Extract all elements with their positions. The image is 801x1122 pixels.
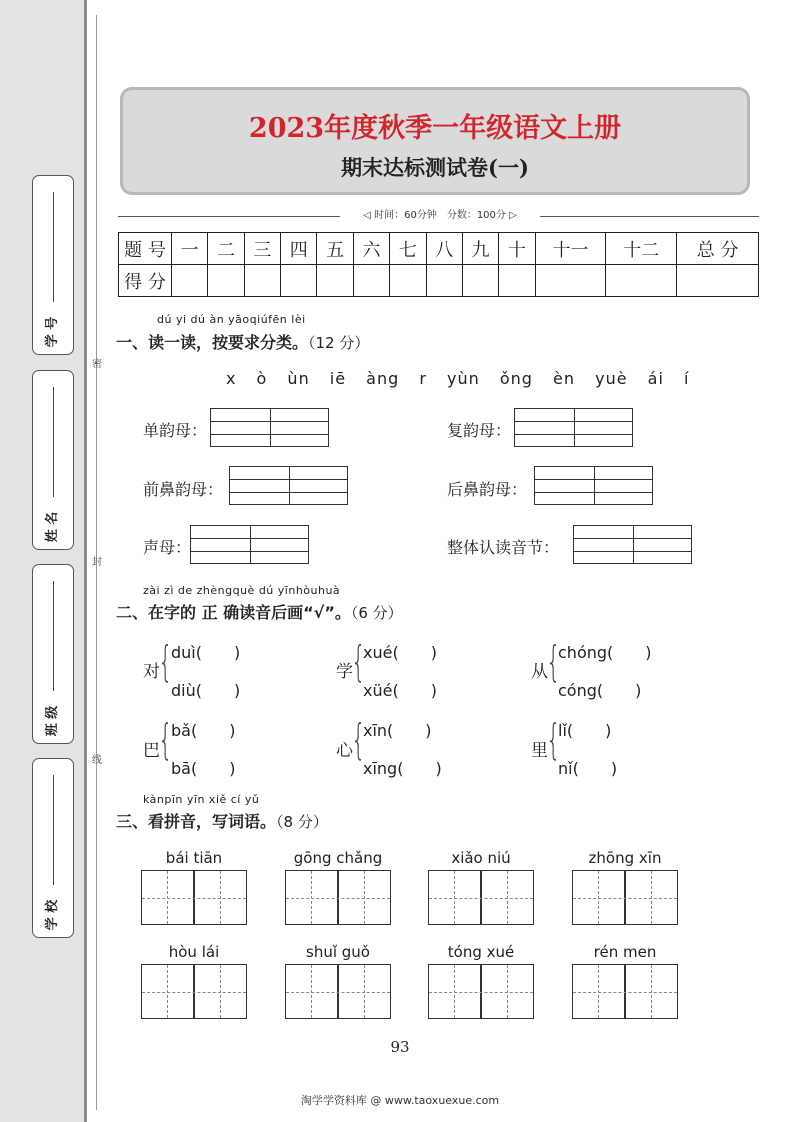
binding-edge <box>84 0 87 1122</box>
word-pinyin: hòu lái <box>168 943 220 961</box>
binding-margin <box>0 0 86 1122</box>
brace-icon: { <box>546 637 561 686</box>
word-pinyin: gōng chǎng <box>293 849 383 867</box>
section3-pinyin: kànpīn yīn xiě cí yǔ <box>143 793 260 806</box>
option[interactable]: cóng( ) <box>558 681 642 700</box>
answer-grid[interactable] <box>210 408 329 447</box>
score-cell[interactable] <box>317 265 353 297</box>
page-number: 93 <box>390 1038 410 1056</box>
section1-pinyin: dú yi dú àn yāoqiúfēn lèi <box>157 313 306 326</box>
category-label: 单韵母： <box>143 421 208 440</box>
table-header-cell: 十一 <box>535 233 606 265</box>
school-label: 学 校 <box>45 899 60 931</box>
word-pinyin: xiǎo niú <box>451 849 511 867</box>
writing-grid[interactable] <box>141 964 247 1019</box>
word-pinyin: rén men <box>593 943 657 961</box>
footer-watermark: 淘学学资料库 @ www.taoxuexue.com <box>300 1094 500 1107</box>
category-label: 前鼻韵母： <box>143 480 224 499</box>
class-label: 班 级 <box>45 705 60 737</box>
class-field[interactable] <box>32 564 74 744</box>
table-header-cell: 六 <box>353 233 389 265</box>
score-cell[interactable] <box>244 265 280 297</box>
option[interactable]: duì( ) <box>171 643 241 662</box>
option[interactable]: nǐ( ) <box>558 759 618 778</box>
table-header-cell: 一 <box>172 233 208 265</box>
seal-mark-xian: 线 <box>92 755 102 766</box>
table-header-cell: 七 <box>390 233 426 265</box>
table-header-cell: 三 <box>244 233 280 265</box>
score-cell[interactable] <box>172 265 208 297</box>
option[interactable]: xué( ) <box>363 643 437 662</box>
section2-pinyin: zài zì de zhèngquè dú yīnhòuhuà <box>143 584 341 597</box>
option[interactable]: xīn( ) <box>363 721 432 740</box>
word-pinyin: shuǐ guǒ <box>306 943 370 961</box>
question-char: 巴 <box>143 741 160 761</box>
option[interactable]: xīng( ) <box>363 759 442 778</box>
table-header-cell: 九 <box>462 233 498 265</box>
category-label: 声母： <box>143 538 192 557</box>
score-cell[interactable] <box>390 265 426 297</box>
brace-icon: { <box>351 715 366 764</box>
score-cell[interactable] <box>426 265 462 297</box>
answer-grid[interactable] <box>229 466 348 505</box>
writing-grid[interactable] <box>141 870 247 925</box>
answer-grid[interactable] <box>534 466 653 505</box>
writing-grid[interactable] <box>572 870 678 925</box>
student-id-field[interactable] <box>32 175 74 355</box>
page-title: 2023年度秋季一年级语文上册 <box>248 113 622 144</box>
option[interactable]: diù( ) <box>171 681 241 700</box>
category-label: 整体认读音节： <box>447 538 560 557</box>
name-label: 姓 名 <box>45 511 60 543</box>
time-info: ◁ 时间：60分钟 分数：100分 ▷ <box>340 208 540 224</box>
option[interactable]: xüé( ) <box>363 681 437 700</box>
section3-title: 三、看拼音，写词语。（8 分） <box>116 812 328 831</box>
student-id-label: 学 号 <box>45 316 60 348</box>
option[interactable]: bā( ) <box>171 759 236 778</box>
writing-grid[interactable] <box>285 964 391 1019</box>
table-header-cell: 总 分 <box>677 233 759 265</box>
section2-title: 二、在字的 正 确读音后画“√”。（6 分） <box>116 603 403 622</box>
answer-grid[interactable] <box>190 525 309 564</box>
score-cell[interactable] <box>281 265 317 297</box>
table-header-cell: 五 <box>317 233 353 265</box>
seal-mark-mi: 密 <box>92 359 102 370</box>
table-header-cell: 二 <box>208 233 244 265</box>
section1-title: 一、读一读，按要求分类。（12 分） <box>116 333 370 352</box>
question-char: 从 <box>531 662 548 682</box>
table-header-cell: 十二 <box>606 233 677 265</box>
brace-icon: { <box>351 637 366 686</box>
table-header-cell: 四 <box>281 233 317 265</box>
score-cell[interactable] <box>677 265 759 297</box>
word-pinyin: zhōng xīn <box>588 849 662 867</box>
question-char: 学 <box>336 662 353 682</box>
score-cell[interactable] <box>462 265 498 297</box>
score-cell[interactable] <box>535 265 606 297</box>
option[interactable]: lǐ( ) <box>558 721 612 740</box>
brace-icon: { <box>546 715 561 764</box>
category-label: 复韵母： <box>447 421 512 440</box>
score-cell[interactable] <box>499 265 535 297</box>
score-cell[interactable] <box>353 265 389 297</box>
school-field[interactable] <box>32 758 74 938</box>
table-header-label: 题 号 <box>119 233 172 265</box>
word-pinyin: tóng xué <box>447 943 515 961</box>
question-char: 心 <box>336 741 353 761</box>
writing-grid[interactable] <box>572 964 678 1019</box>
question-char: 里 <box>531 741 548 761</box>
score-cell[interactable] <box>208 265 244 297</box>
seal-mark-feng: 封 <box>92 557 102 568</box>
score-cell[interactable] <box>606 265 677 297</box>
table-header-cell: 八 <box>426 233 462 265</box>
category-label: 后鼻韵母： <box>447 480 528 499</box>
writing-grid[interactable] <box>428 870 534 925</box>
score-table-header-row <box>119 233 759 265</box>
option[interactable]: chóng( ) <box>558 643 652 662</box>
word-pinyin: bái tiān <box>165 849 223 867</box>
brace-icon: { <box>158 715 173 764</box>
page-subtitle: 期末达标测试卷(一) <box>341 155 529 180</box>
writing-grid[interactable] <box>428 964 534 1019</box>
score-row-label: 得 分 <box>119 265 172 297</box>
writing-grid[interactable] <box>285 870 391 925</box>
question-char: 对 <box>143 662 160 682</box>
brace-icon: { <box>158 637 173 686</box>
table-header-cell: 十 <box>499 233 535 265</box>
score-table <box>118 232 759 297</box>
option[interactable]: bǎ( ) <box>171 721 236 740</box>
answer-grid[interactable] <box>573 525 692 564</box>
name-field[interactable] <box>32 370 74 550</box>
answer-grid[interactable] <box>514 408 633 447</box>
score-table-score-row <box>119 265 759 297</box>
section1-letters: x ò ùn iē àng r yùn ǒng èn yuè ái í <box>226 369 690 388</box>
